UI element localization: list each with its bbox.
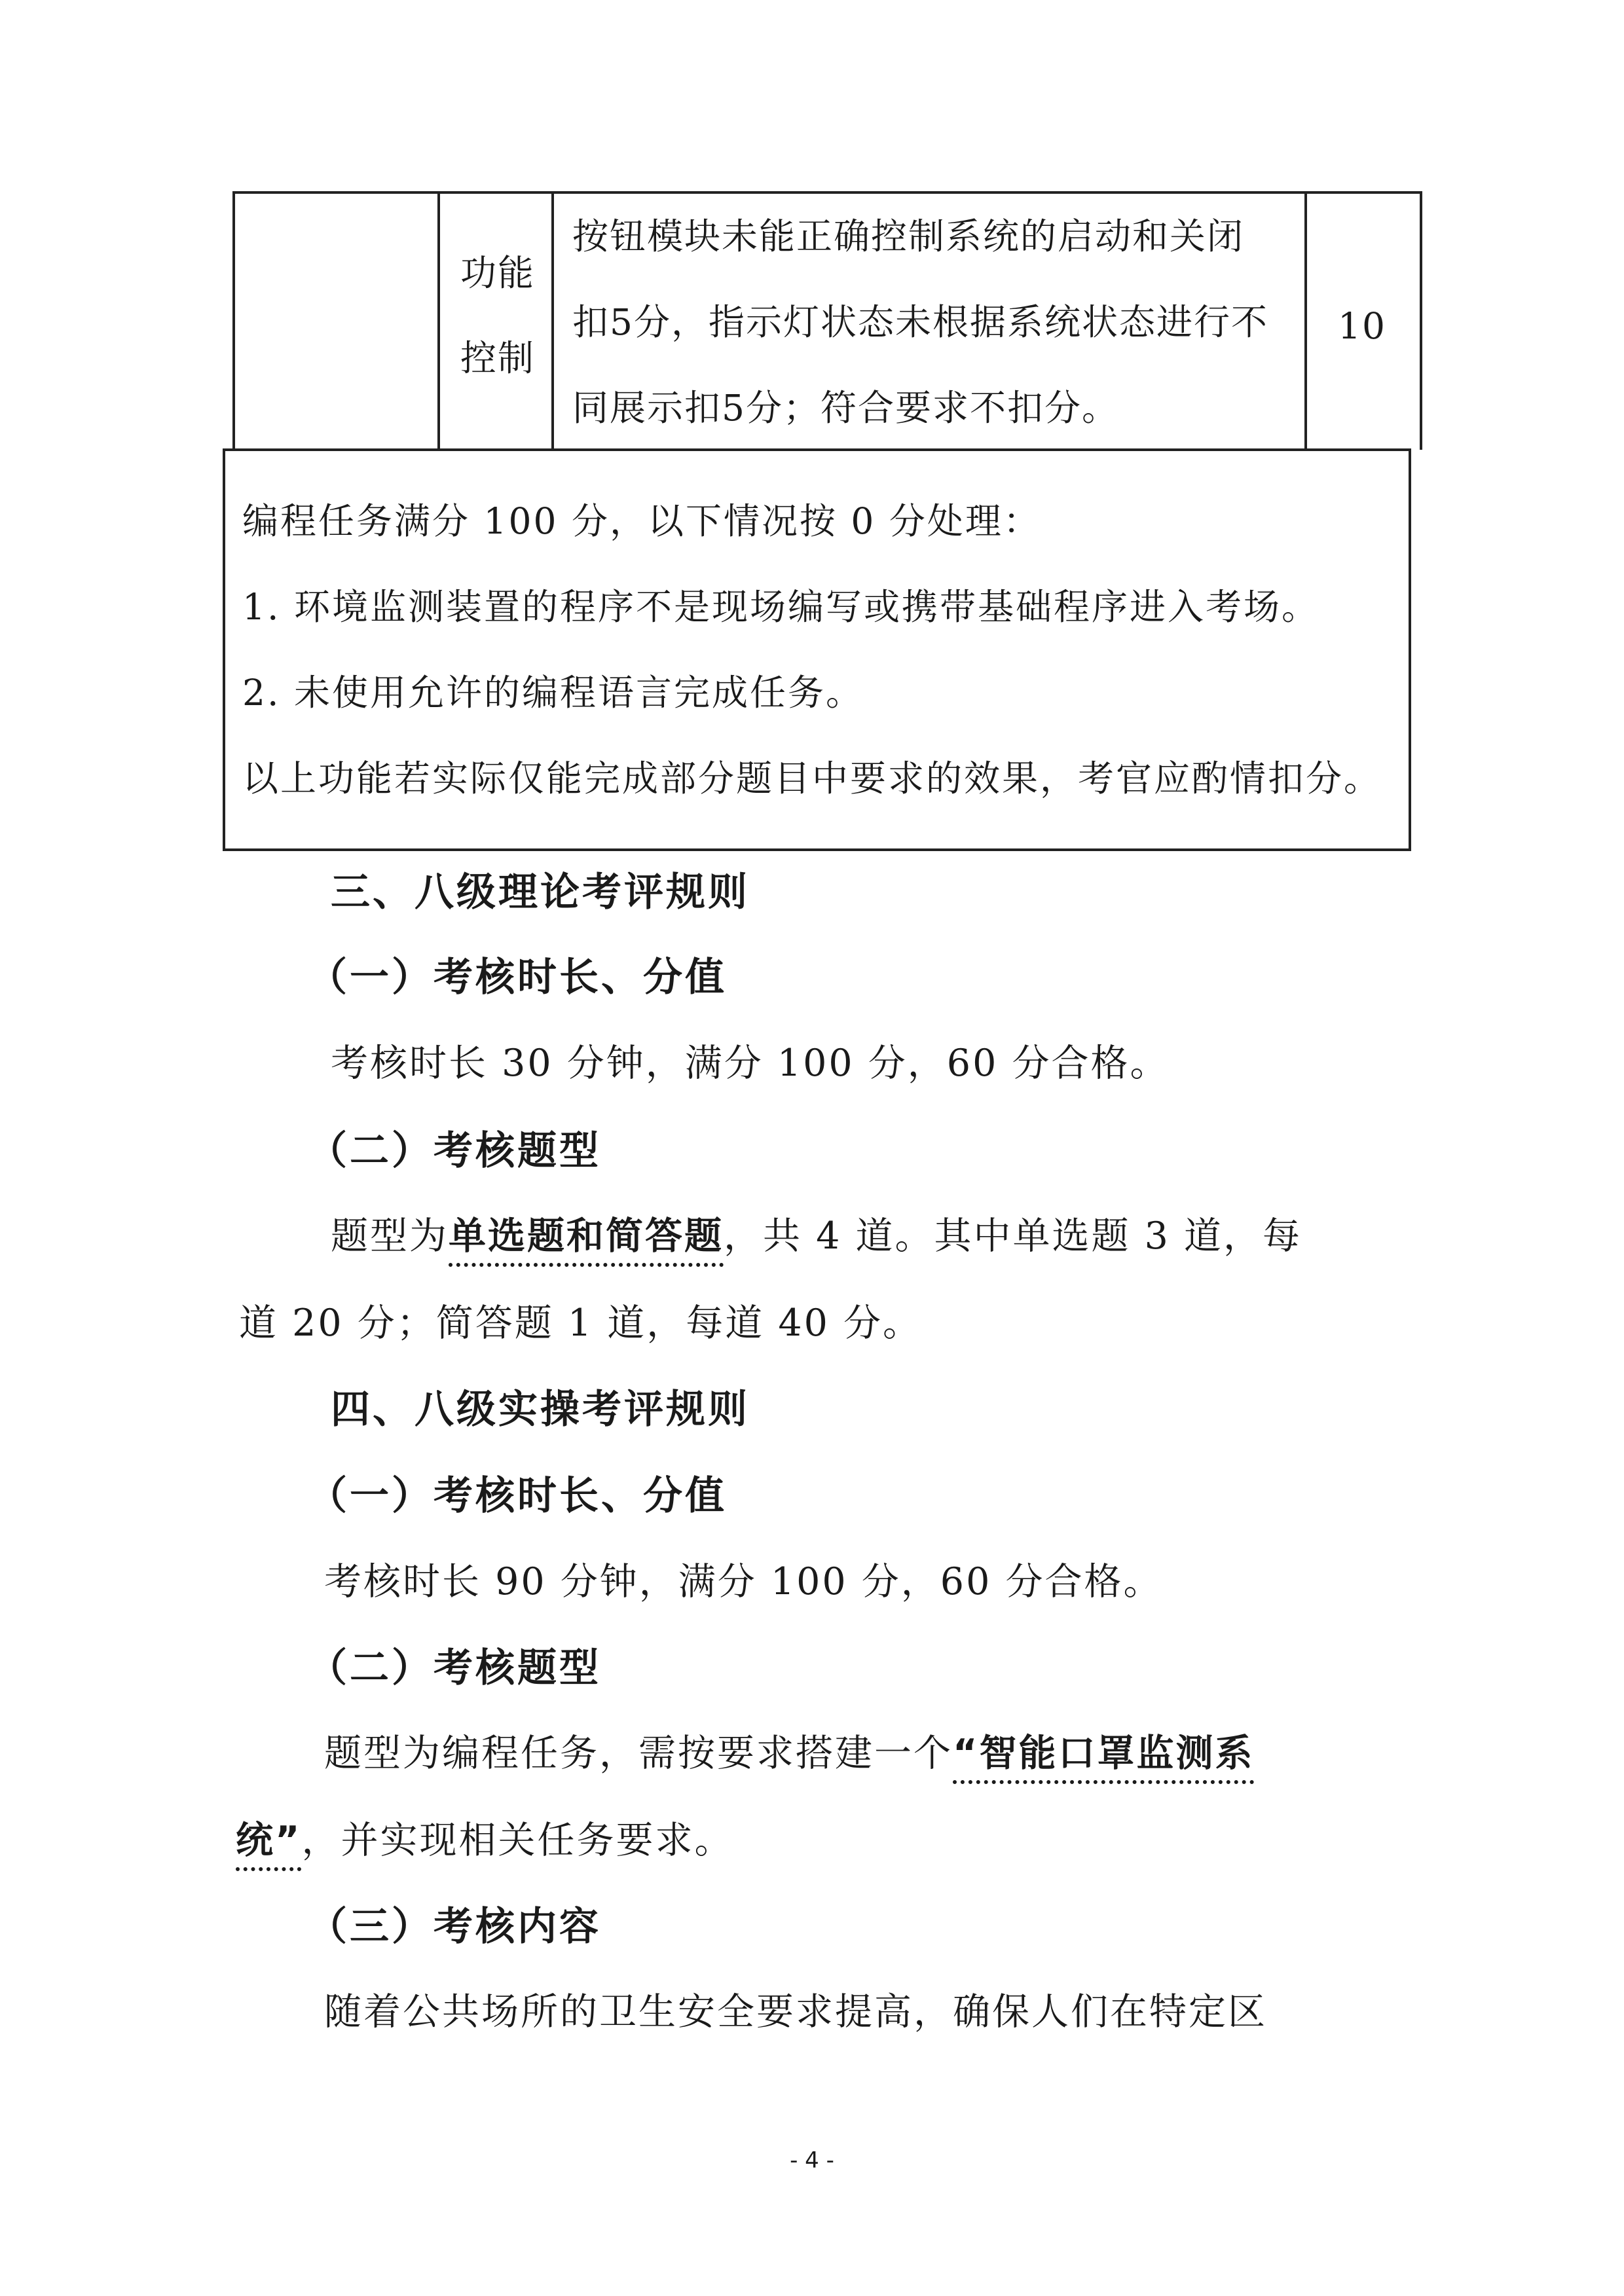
section4-sub2-text-prefix: 题型为编程任务，需按要求搭建一个 — [324, 1732, 953, 1775]
table-cell-score: 10 — [1338, 305, 1386, 347]
criteria-line3: 同展示扣5分；符合要求不扣分。 — [572, 387, 1119, 429]
section3-sub2-text — [331, 1206, 1302, 1260]
table-border-left-row2 — [223, 448, 225, 850]
section4-sub1-heading: （一）考核时长、分值 — [308, 1473, 727, 1519]
section3-sub1-text: 考核时长 30 分钟，满分 100 分，60 分合格。 — [331, 1042, 1170, 1085]
table-cell-criteria — [572, 194, 1299, 451]
table-col-divider-1 — [437, 191, 440, 450]
section3-sub1-heading: （一）考核时长、分值 — [308, 955, 727, 1000]
note-line3: 2. 未使用允许的编程语言完成任务。 — [242, 672, 864, 714]
table-col-divider-3 — [1304, 191, 1307, 450]
criteria-line2: 扣5分，指示灯状态未根据系统状态进行不 — [572, 301, 1268, 343]
system-name-emphasis-2: 统” — [236, 1819, 302, 1862]
section4-sub2-text-line2 — [236, 1810, 733, 1864]
section3-sub2-text-prefix: 题型为 — [331, 1214, 449, 1258]
note-line4: 以上功能若实际仅能完成部分题目中要求的效果，考官应酌情扣分。 — [242, 757, 1382, 799]
section4-sub1-text: 考核时长 90 分钟，满分 100 分，60 分合格。 — [324, 1560, 1163, 1603]
system-name-emphasis-1: “智能口罩监测系 — [953, 1732, 1255, 1775]
category-line1: 功能 — [460, 252, 535, 294]
note-line1: 编程任务满分 100 分，以下情况按 0 分处理： — [242, 500, 1041, 542]
table-col-divider-2 — [551, 191, 554, 450]
category-line2: 控制 — [460, 337, 535, 379]
section4-sub2-heading: （二）考核题型 — [308, 1645, 601, 1691]
table-border-right-row2 — [1409, 448, 1411, 850]
section4-sub2-text-suffix: ，并实现相关任务要求。 — [301, 1819, 734, 1862]
table-cell-category — [452, 230, 544, 401]
question-type-emphasis: 单选题和简答题 — [449, 1214, 724, 1258]
section4-sub2-text — [324, 1723, 1254, 1777]
section3-sub2-text-suffix: ，共 4 道。其中单选题 3 道，每 — [724, 1214, 1302, 1258]
criteria-line1: 按钮模块未能正确控制系统的启动和关闭 — [572, 215, 1245, 257]
table-border-bottom — [223, 848, 1411, 851]
section4-heading: 四、八级实操考评规则 — [331, 1387, 750, 1432]
section3-heading: 三、八级理论考评规则 — [331, 869, 750, 915]
note-line2: 1. 环境监测装置的程序不是现场编写或携带基础程序进入考场。 — [242, 586, 1320, 628]
table-border-right-row1 — [1420, 191, 1422, 450]
table-border-left-row1 — [232, 191, 235, 450]
section3-sub2-heading: （二）考核题型 — [308, 1128, 601, 1174]
section3-sub2-text-line2: 道 20 分；简答题 1 道，每道 40 分。 — [239, 1302, 923, 1345]
page-number: - 4 - — [790, 2147, 834, 2174]
section4-sub3-text: 随着公共场所的卫生安全要求提高，确保人们在特定区 — [324, 1990, 1267, 2033]
section4-sub3-heading: （三）考核内容 — [308, 1904, 601, 1950]
